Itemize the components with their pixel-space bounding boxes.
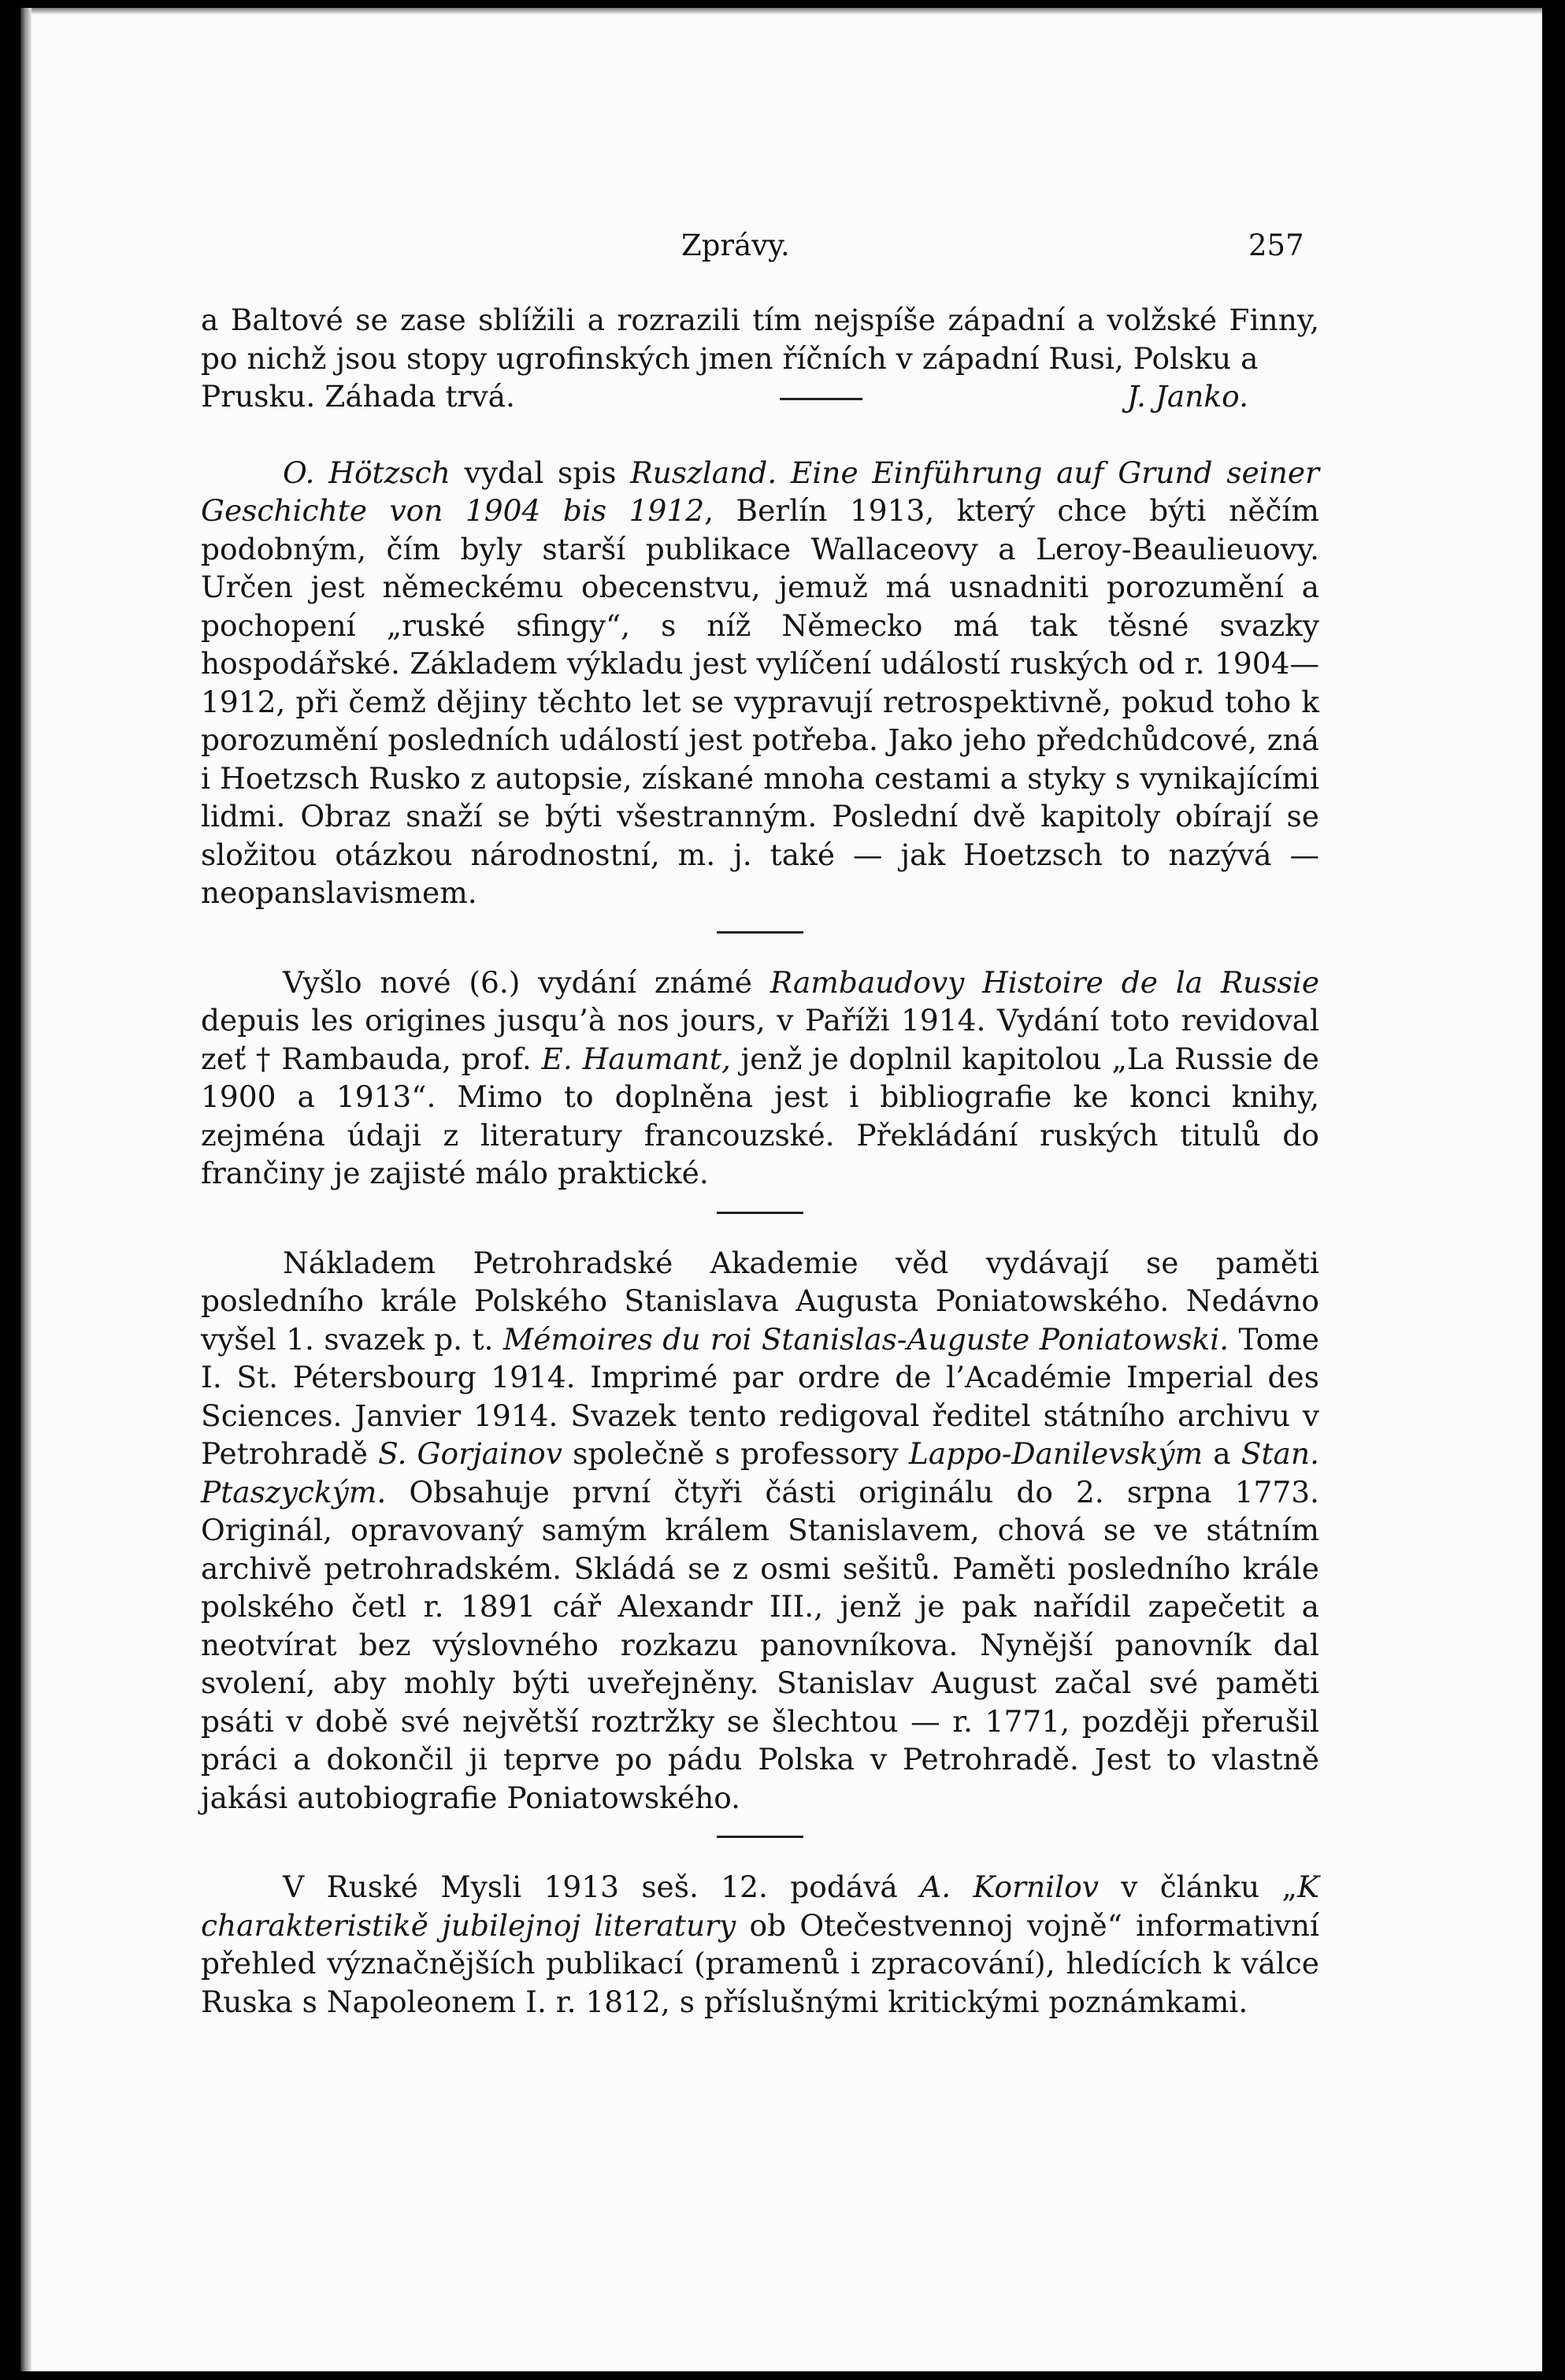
book-title: Mémoires du roi Stanislas-Auguste Poniatowski.: [503, 1321, 1229, 1357]
article-text: a Baltové se zase sblížili a rozrazili tím nejspíše západní a volžské Finny, po nichž jsou stopy ugrofinských jmen říčních v západní Rusi, Polsku a: [201, 303, 1319, 376]
article-hoetzsch: O. Hötzsch vydal spis Ruszland. Eine Einführung auf Grund seiner Geschichte von 1904 bis 1912, Berlín 1913, který chce býti něčím podobným, čím byly starší publikace Wallaceovy a Leroy-Beaulieuovy. Určen jest německému obecenstvu, jemuž má usnadniti porozumění a pochopení „ruské sfingy“, s níž Německo má tak těsné svazky hospodářské. Základem výkladu jest vylíčení událostí ruských od r. 1904—1912, při čemž dějiny těchto let se vypravují retrospektivně, pokud toho k porozumění posledních událostí jest potřeba. Jako jeho předchůdcové, zná i Hoetzsch Rusko z autopsie, získané mnoha cestami a styky s vynikajícími lidmi. Obraz snaží se býti všestranným. Poslední dvě kapitoly obírají se složitou otázkou národnostní, m. j. také — jak Hoetzsch to nazývá — neopanslavismem.: [201, 455, 1320, 910]
separator-rule: [717, 1212, 803, 1214]
article-baltic-finns: [201, 301, 1319, 416]
editor-name: Lappo-Danilevským: [908, 1436, 1203, 1471]
author-name: O. Hötzsch: [283, 455, 451, 490]
editor-name: Stan. Ptaszyckým.: [201, 1436, 1319, 1509]
article-title: K charakteristikě jubilejnoj literatury: [201, 1869, 1319, 1943]
article-closing-line: [201, 377, 1319, 416]
page-header: [0, 228, 1565, 276]
article-poniatowski: Nákladem Petrohradské Akademie věd vydávají se paměti posledního krále Polského Stanislava Augusta Poniatowského. Nedávno vyšel 1. svazek p. t. Mémoires du roi Stanislas-Auguste Poniatowski. Tome I. St. Pétersbourg 1914. Imprimé par ordre de l’Académie Imperial des Sciences. Janvier 1914. Svazek tento redigoval ředitel státního archivu v Petrohradě S. Gorjainov společně s professory Lappo-Danilevským a Stan. Ptaszyckým. Obsahuje první čtyři části originálu do 2. srpna 1773. Originál, opravovaný samým králem Stanislavem, chová se ve státním archivě petrohradském. Skládá se z osmi sešitů. Paměti posledního krále polského četl r. 1891 cář Alexandr III., jenž je pak nařídil zapečetit a neotvírat bez výslovného rozkazu panovníkova. Nynější panovník dal svolení, aby mohly býti uveřejněny. Stanislav August začal své paměti psáti v době své největší roztržky se šlechtou — r. 1771, později přerušil práci a dokončil ji teprve po pádu Polska v Petrohradě. Jest to vlastně jakási autobiografie Poniatowského.: [201, 1245, 1319, 1815]
book-title: Rambaudovy Histoire de la Russie: [770, 964, 1320, 1000]
editor-name: E. Haumant,: [541, 1041, 731, 1076]
editor-name: S. Gorjainov: [378, 1436, 562, 1471]
separator-rule: [717, 1836, 803, 1838]
book-title: Ruszland. Eine Einführung auf Grund seiner Geschichte von 1904 bis 1912: [201, 455, 1320, 528]
separator-rule: [717, 931, 803, 934]
page-content: [201, 301, 1319, 2021]
article-rambaud: Vyšlo nové (6.) vydání známé Rambaudovy Histoire de la Russie depuis les origines jusqu’à nos jours, v Paříži 1914. Vydání toto revidoval zeť † Rambauda, prof. E. Haumant, jenž je doplnil kapitolou „La Russie de 1900 a 1913“. Mimo to doplněna jest i bibliografie ke konci knihy, zejména údaji z literatury francouzské. Překládání ruských titulů do frančiny je zajisté málo praktické.: [201, 964, 1320, 1190]
author-name: A. Kornilov: [920, 1869, 1099, 1904]
page-top-edge: [32, 8, 1542, 14]
separator-rule: [515, 377, 1127, 416]
binding-edge: [20, 8, 32, 2371]
author-signature: J. Janko.: [1126, 379, 1248, 414]
page-number: 257: [1248, 228, 1304, 262]
running-head: Zprávy.: [681, 228, 790, 262]
article-kornilov: V Ruské Mysli 1913 seš. 12. podává A. Kornilov v článku „K charakteristikě jubilejnoj literatury ob Otečestvennoj vojně“ informativní přehled význačnějších publikací (pramenů i zpracování), hledících k válce Ruska s Napoleonem I. r. 1812, s příslušnými kritickými poznámkami.: [201, 1869, 1319, 2019]
article-last-line: Prusku. Záhada trvá.: [201, 379, 515, 414]
